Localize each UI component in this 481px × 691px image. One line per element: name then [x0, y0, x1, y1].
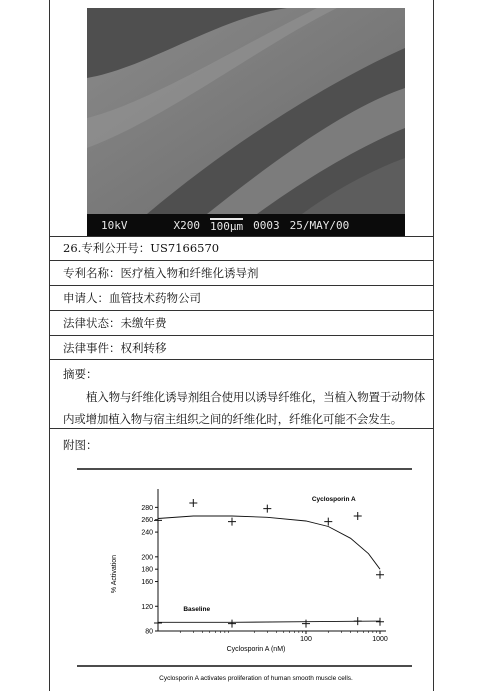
sem-photo-cell: [50, 0, 433, 237]
x-tick-label: 1000: [372, 636, 388, 643]
patent-name: 医疗植入物和纤维化诱导剂: [120, 266, 259, 280]
abstract-cell: [50, 360, 433, 429]
data-point-plus: [376, 571, 384, 579]
publication-number: US7166570: [150, 241, 220, 255]
sem-fiber-image: [87, 8, 405, 214]
data-point-plus: [189, 499, 197, 507]
data-point-plus: [376, 618, 384, 626]
sem-date: 25/MAY/00: [289, 218, 350, 232]
sem-scale-bar: 100μm: [210, 219, 244, 233]
data-point-plus: [354, 617, 362, 625]
data-point-plus: [154, 516, 162, 524]
patent-page: [49, 0, 434, 691]
sem-voltage: 10kV: [101, 218, 128, 232]
figure-label: 附图：: [63, 438, 98, 452]
series-label: Cyclosporin A: [311, 496, 356, 504]
data-point-plus: [302, 620, 310, 628]
series-line: [158, 621, 380, 622]
legal-status-label: 法律状态：: [63, 316, 121, 330]
data-point-plus: [354, 512, 362, 520]
y-axis-label: % Activation: [111, 554, 118, 594]
y-tick-label: 280: [141, 504, 153, 512]
y-tick-label: 160: [141, 579, 153, 587]
legal-status-row: [50, 311, 433, 336]
plot-area: [141, 489, 388, 643]
data-point-plus: [228, 620, 236, 628]
y-tick-label: 240: [141, 529, 153, 537]
publication-number-label: 26.专利公开号：: [63, 241, 151, 255]
sem-magnification: X200: [173, 218, 200, 232]
sem-image-number: 0003: [253, 218, 280, 232]
activation-chart: [50, 459, 433, 689]
data-point-plus: [263, 505, 271, 513]
publication-number-row: [50, 236, 433, 261]
x-tick-label: 100: [300, 636, 312, 643]
y-tick-label: 260: [141, 517, 153, 525]
applicant: 血管技术药物公司: [109, 291, 201, 305]
chart-caption: Cyclosporin A activates proliferation of human smooth muscle cells.: [159, 675, 353, 682]
series-label: Baseline: [183, 606, 211, 614]
patent-name-row: [50, 261, 433, 286]
abstract-text: 植入物与纤维化诱导剂组合使用以诱导纤维化，当植入物置于动物体内或增加植入物与宿主组织之间的纤维化时，纤维化可能不会发生。: [63, 390, 425, 426]
legal-event: 权利转移: [120, 340, 167, 355]
series-line: [158, 516, 380, 569]
figure-cell: [50, 429, 433, 691]
y-tick-label: 180: [141, 566, 153, 574]
applicant-label: 申请人：: [63, 291, 109, 305]
applicant-row: [50, 286, 433, 311]
x-axis-label: Cyclosporin A (nM): [226, 646, 286, 653]
data-point-plus: [154, 619, 162, 627]
patent-name-label: 专利名称：: [63, 266, 121, 280]
data-point-plus: [324, 518, 332, 526]
legal-event-row: [50, 336, 433, 360]
sem-micrograph: [87, 8, 405, 236]
y-tick-label: 80: [145, 628, 153, 636]
legal-event-label: 法律事件：: [63, 340, 121, 355]
sem-info-bar: [87, 214, 405, 236]
y-tick-label: 200: [141, 554, 153, 562]
legal-status: 未缴年费: [120, 316, 167, 330]
abstract-label: 摘要：: [63, 367, 98, 381]
y-tick-label: 120: [141, 603, 153, 611]
data-point-plus: [228, 518, 236, 526]
